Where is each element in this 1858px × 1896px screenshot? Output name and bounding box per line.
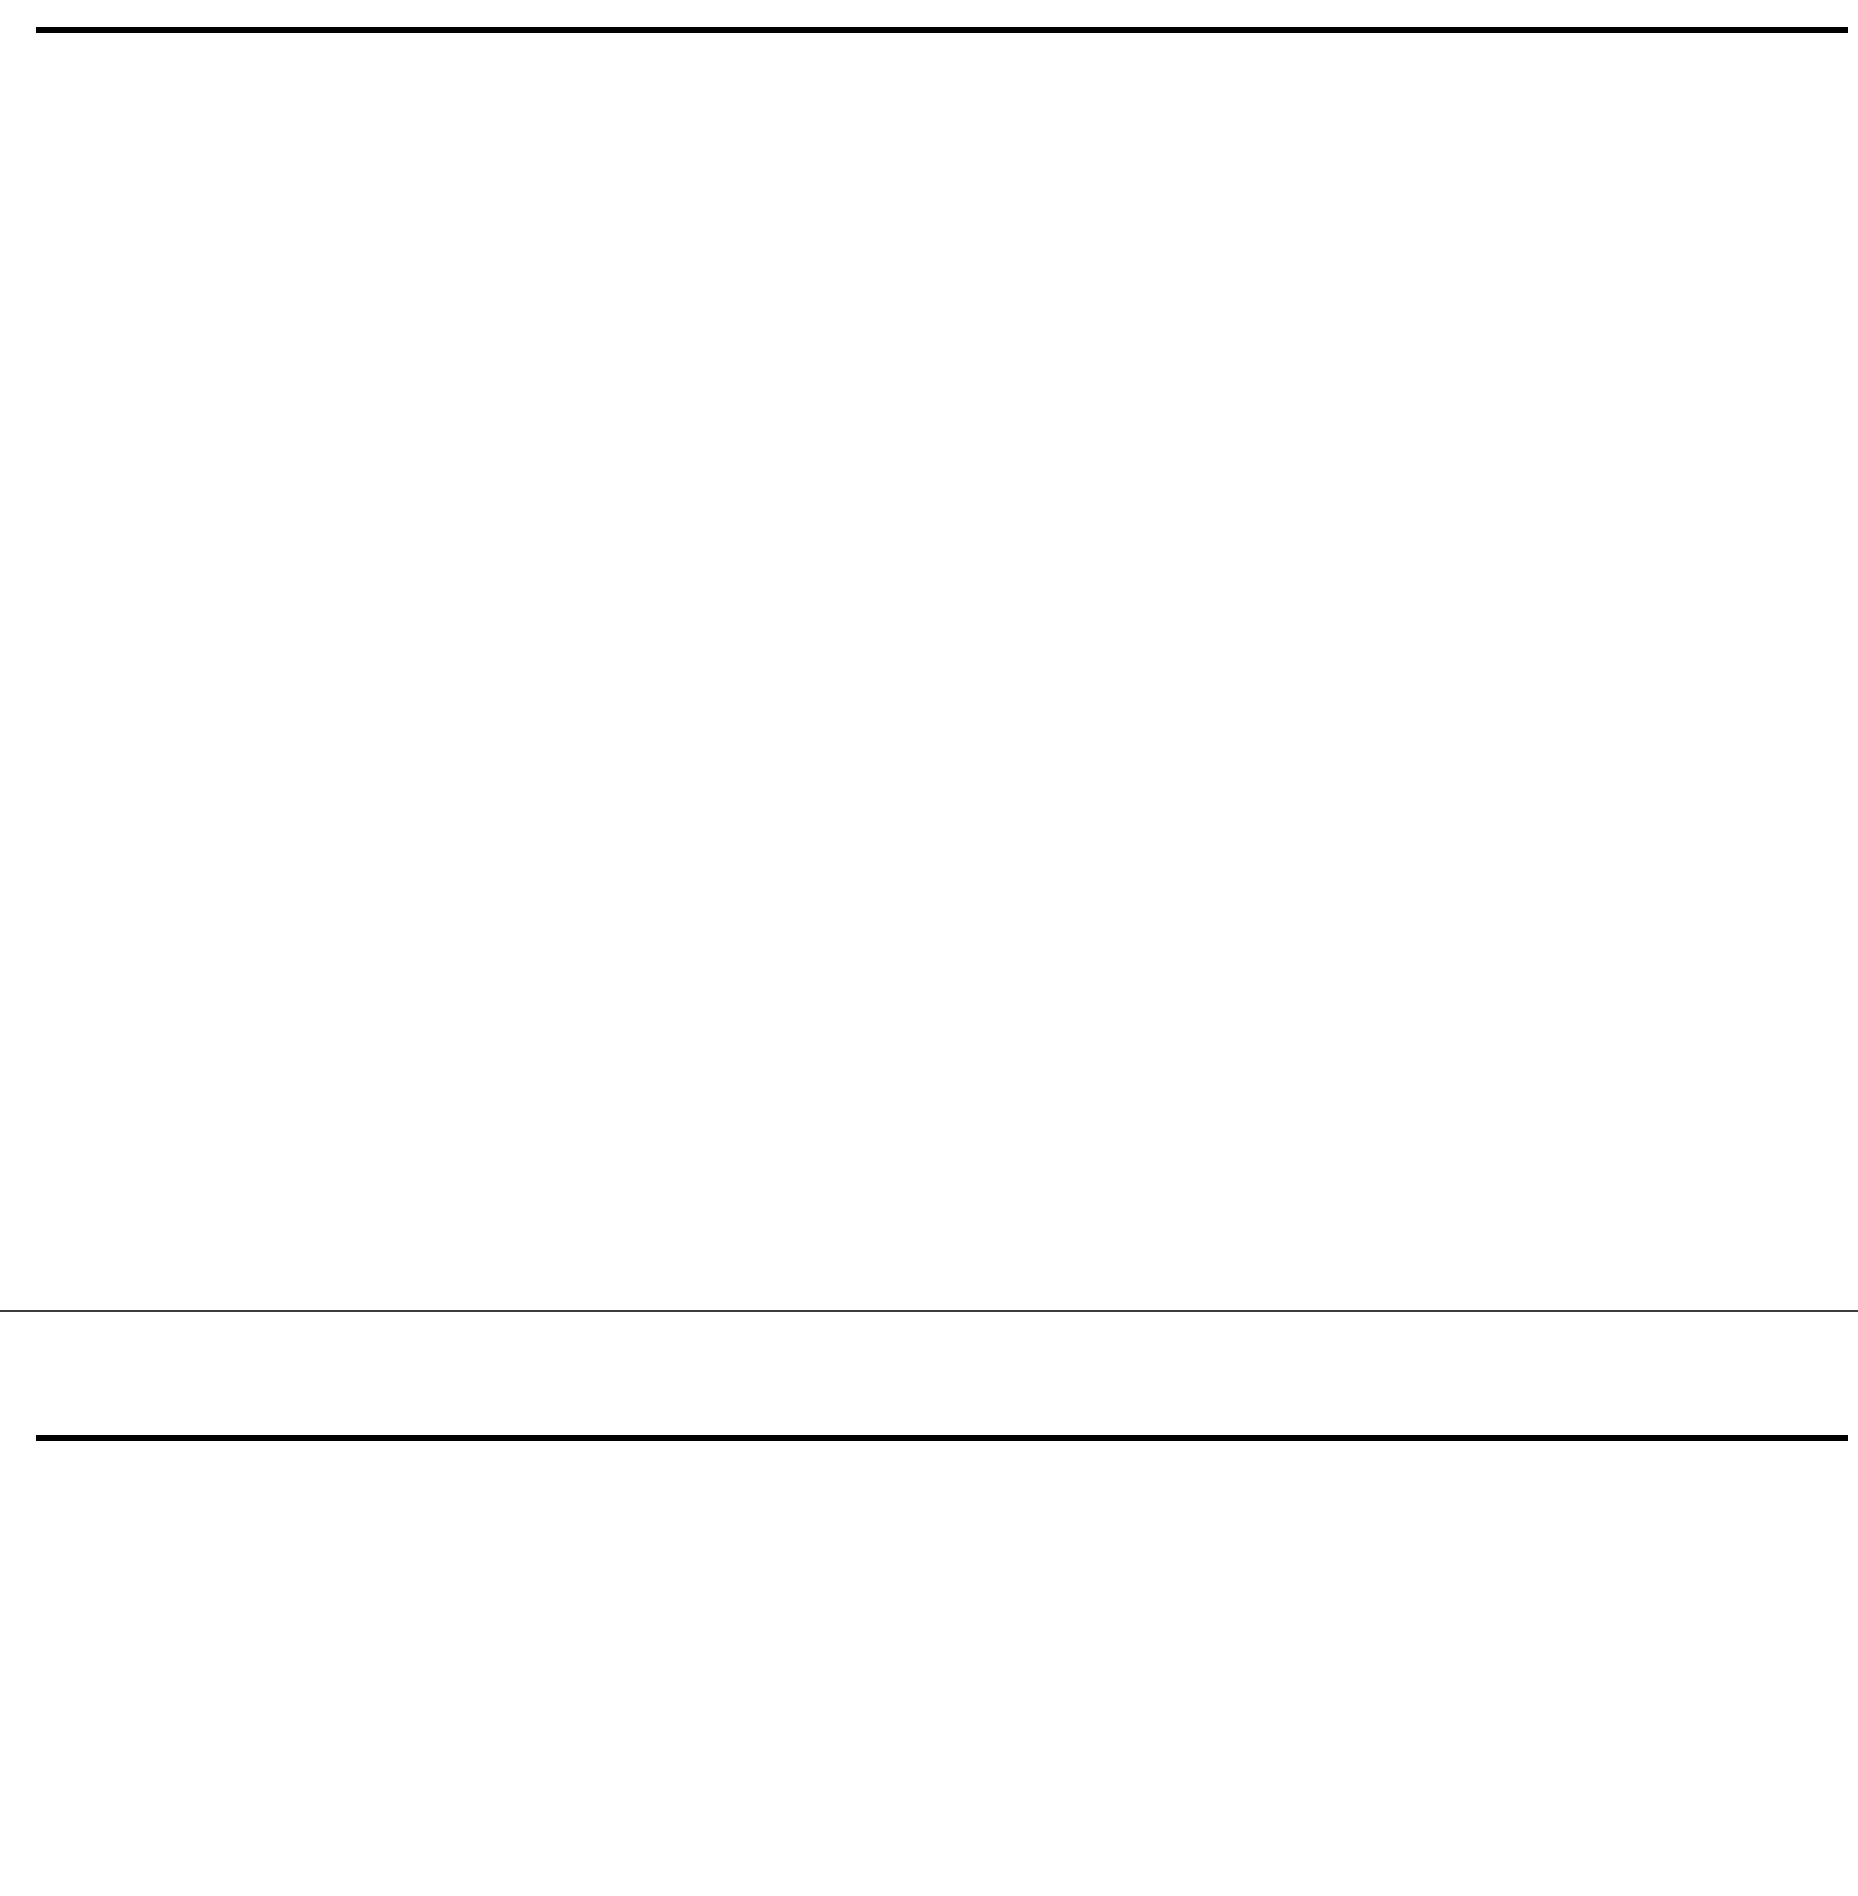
attendance-table-page-1: [36, 27, 1848, 33]
page-break-divider: [0, 1310, 1858, 1312]
attendance-table-page-2: [36, 1435, 1848, 1441]
